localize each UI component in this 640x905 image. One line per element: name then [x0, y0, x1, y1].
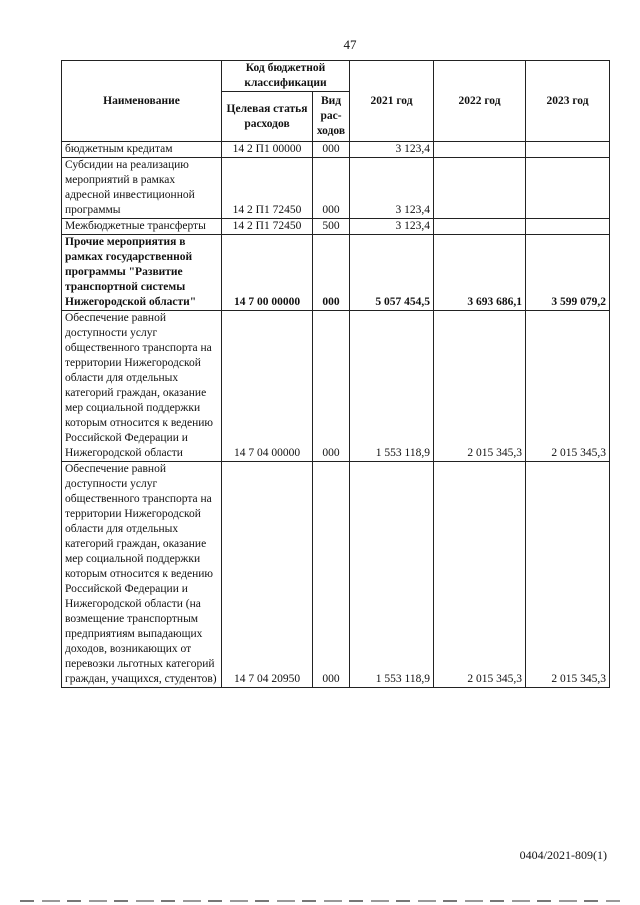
- cell-2023: 2 015 345,3: [526, 462, 610, 688]
- cell-2022: [434, 158, 526, 219]
- cell-name: Обеспечение равной доступности услуг общественного транспорта на территории Нижегородской области для отдельных категорий граждан, оказание мер социальной поддержки которым относится к ведению Российской Федерации и Нижегородской области: [62, 311, 222, 462]
- header-expense-type: Вид рас-ходов: [313, 92, 350, 142]
- cell-name: Обеспечение равной доступности услуг общественного транспорта на территории Нижегородской области для отдельных категорий граждан, оказание мер социальной поддержки которым относится к ведению Российской Федерации и Нижегородской области (на возмещение транспортным предприятиям выпадающих доходов, возникающих от перевозки льготных категорий граждан, учащихся, студентов): [62, 462, 222, 688]
- cell-2021: 5 057 454,5: [350, 235, 434, 311]
- header-name: Наименование: [62, 61, 222, 142]
- cell-2023: [526, 219, 610, 235]
- cell-expense-type: 000: [313, 235, 350, 311]
- cell-target-article: 14 7 04 20950: [222, 462, 313, 688]
- cell-expense-type: 500: [313, 219, 350, 235]
- header-2023: 2023 год: [526, 61, 610, 142]
- cell-2022: 3 693 686,1: [434, 235, 526, 311]
- cell-target-article: 14 7 00 00000: [222, 235, 313, 311]
- cell-2023: 2 015 345,3: [526, 311, 610, 462]
- table-body: [62, 142, 610, 688]
- cell-2022: [434, 142, 526, 158]
- cell-2022: 2 015 345,3: [434, 462, 526, 688]
- header-2022: 2022 год: [434, 61, 526, 142]
- cell-expense-type: 000: [313, 158, 350, 219]
- cell-expense-type: 000: [313, 462, 350, 688]
- header-target-article: Целевая статья расходов: [222, 92, 313, 142]
- table-row: [62, 142, 610, 158]
- cell-2023: 3 599 079,2: [526, 235, 610, 311]
- cell-expense-type: 000: [313, 142, 350, 158]
- scan-artifact-line: [20, 900, 620, 902]
- cell-name: Прочие мероприятия в рамках государственной программы "Развитие транспортной системы Нижегородской области": [62, 235, 222, 311]
- table-row: [62, 311, 610, 462]
- cell-2021: 3 123,4: [350, 142, 434, 158]
- cell-expense-type: 000: [313, 311, 350, 462]
- table-row: [62, 158, 610, 219]
- header-code-group: Код бюджетной классификации: [222, 61, 350, 92]
- cell-2021: 1 553 118,9: [350, 311, 434, 462]
- table-row: [62, 219, 610, 235]
- cell-2023: [526, 142, 610, 158]
- cell-2021: 1 553 118,9: [350, 462, 434, 688]
- cell-2022: [434, 219, 526, 235]
- cell-2021: 3 123,4: [350, 219, 434, 235]
- cell-name: бюджетным кредитам: [62, 142, 222, 158]
- header-2021: 2021 год: [350, 61, 434, 142]
- cell-target-article: 14 2 П1 72450: [222, 158, 313, 219]
- cell-2023: [526, 158, 610, 219]
- cell-name: Межбюджетные трансферты: [62, 219, 222, 235]
- cell-2022: 2 015 345,3: [434, 311, 526, 462]
- cell-target-article: 14 2 П1 00000: [222, 142, 313, 158]
- cell-target-article: 14 7 04 00000: [222, 311, 313, 462]
- table-row: [62, 235, 610, 311]
- budget-table: [61, 60, 610, 688]
- page-number: 47: [343, 37, 357, 52]
- document-code: 0404/2021-809(1): [519, 848, 607, 862]
- table-row: [62, 462, 610, 688]
- cell-name: Субсидии на реализацию мероприятий в рамках адресной инвестиционной программы: [62, 158, 222, 219]
- cell-2021: 3 123,4: [350, 158, 434, 219]
- cell-target-article: 14 2 П1 72450: [222, 219, 313, 235]
